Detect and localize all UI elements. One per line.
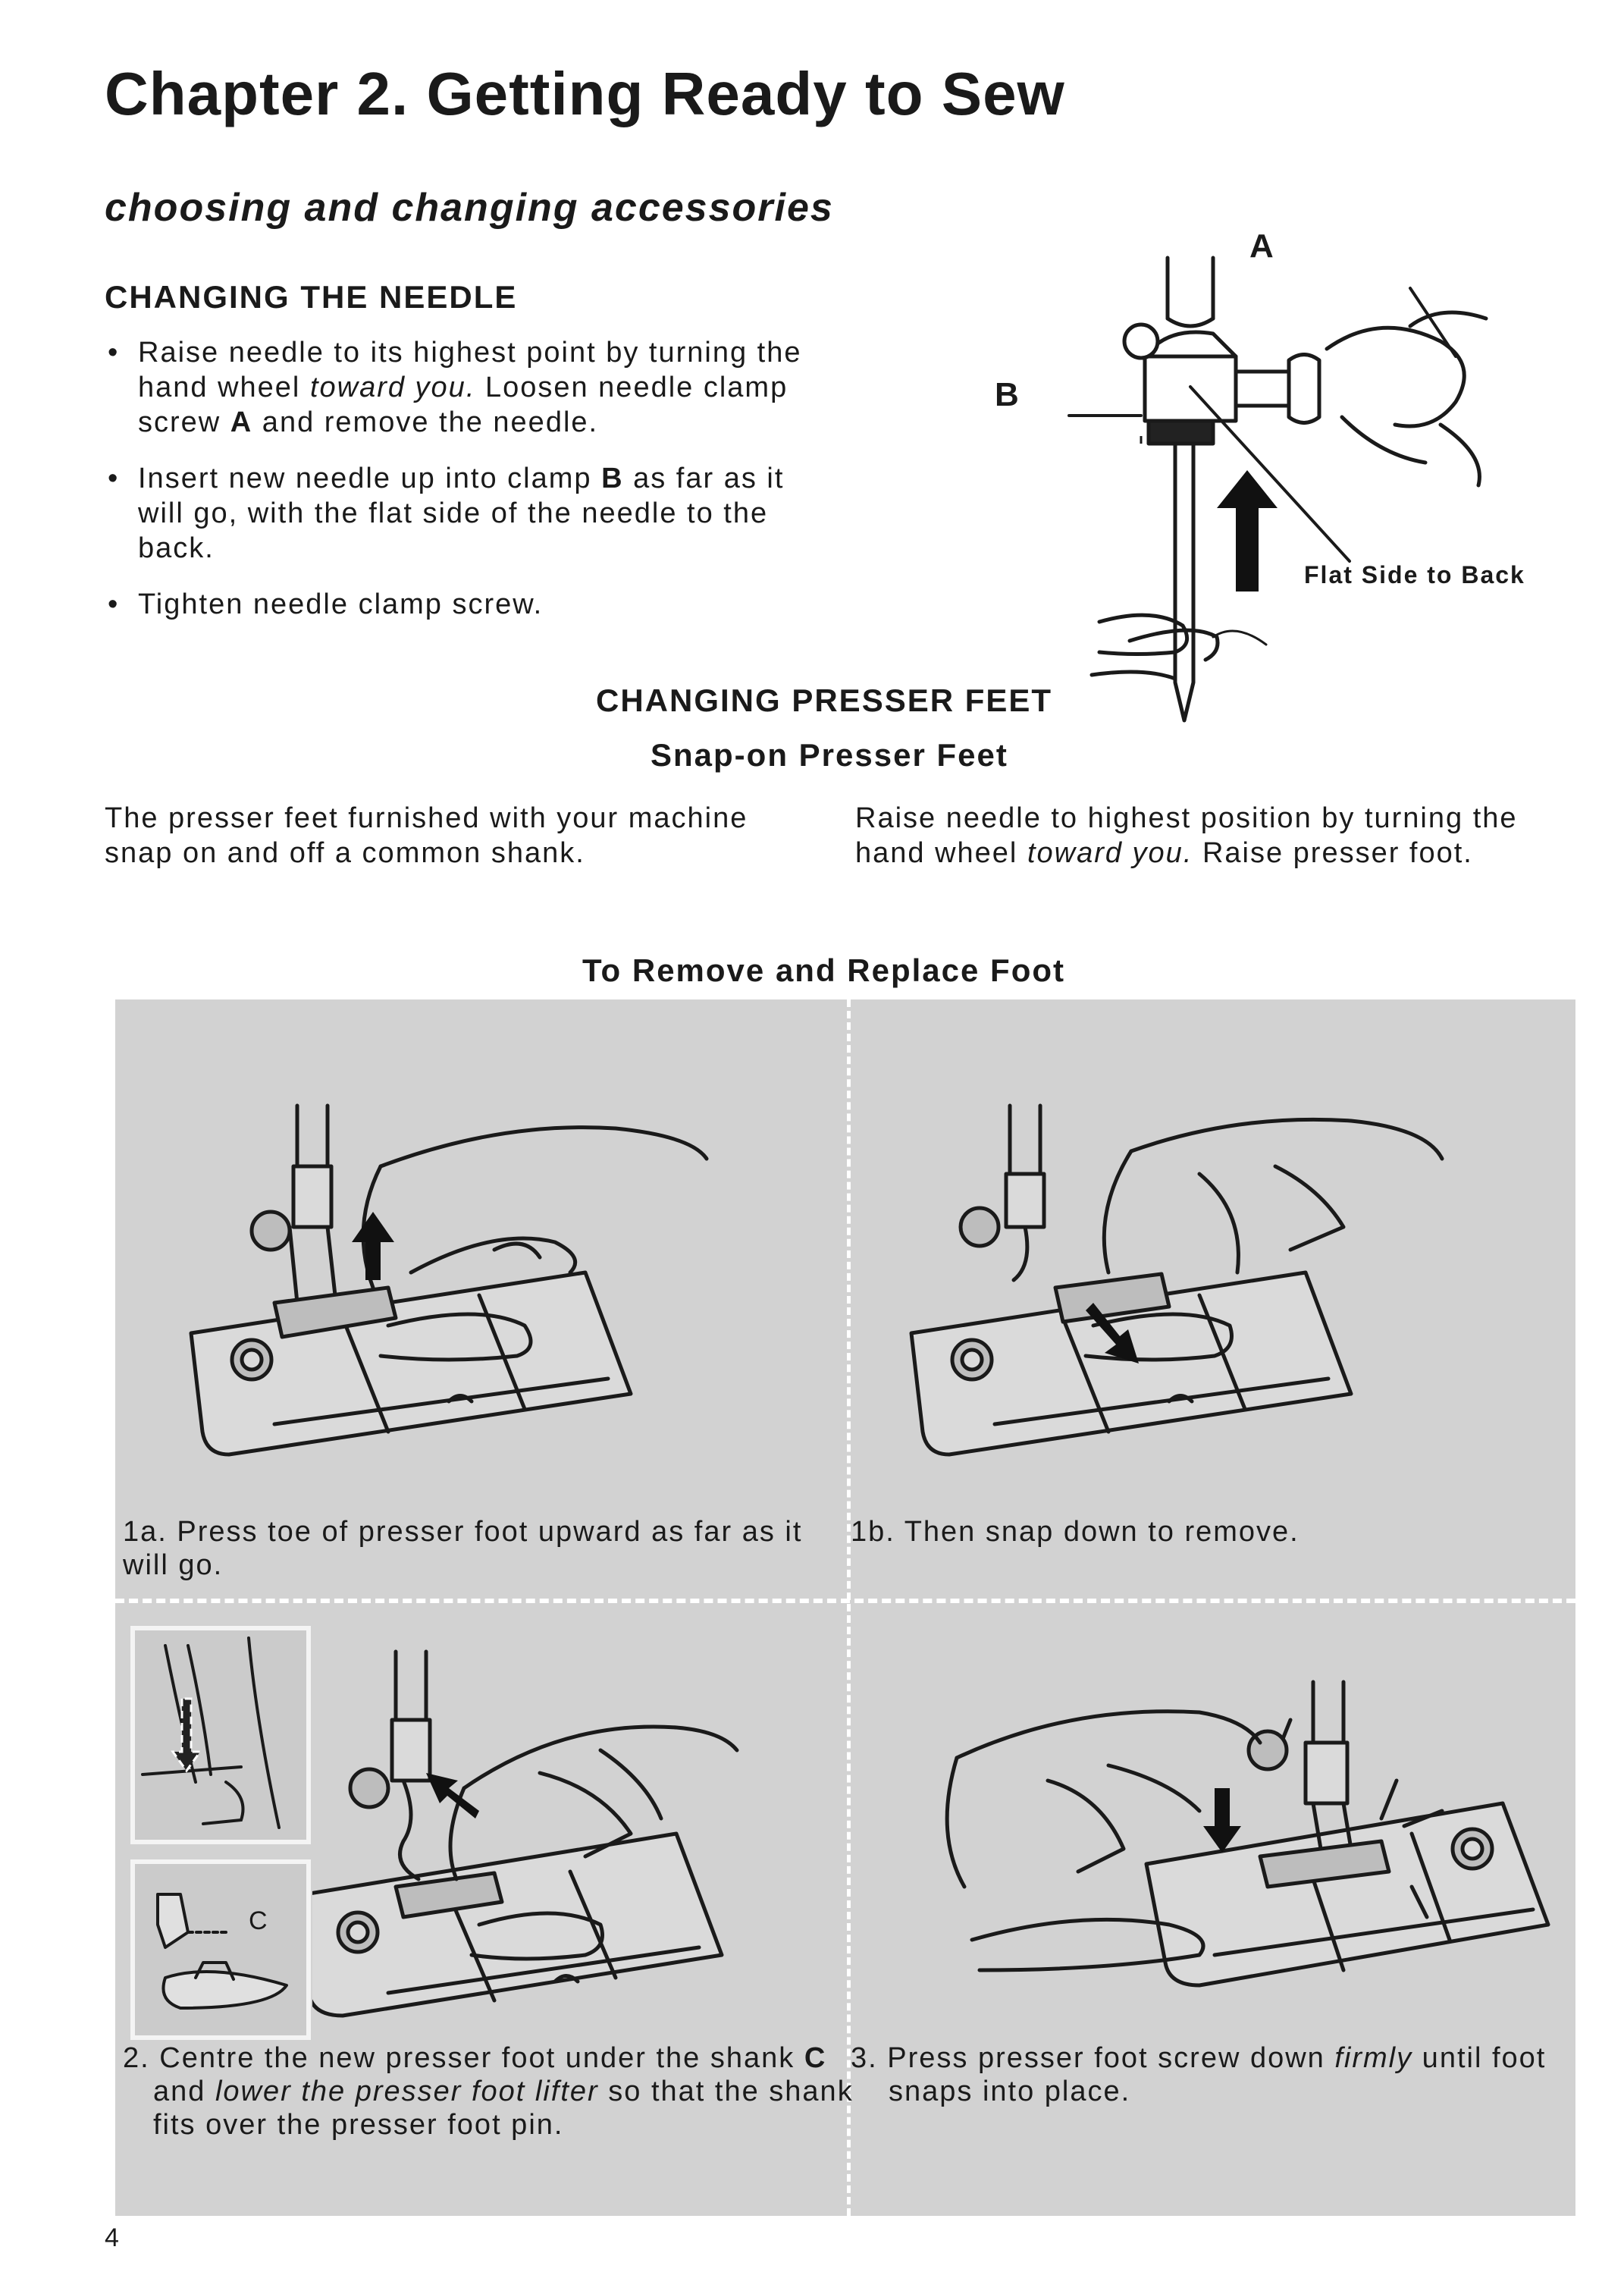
remove-replace-title: To Remove and Replace Foot (582, 952, 1065, 988)
panel-divider-horizontal (115, 1599, 1575, 1603)
label-a: A (1249, 228, 1274, 265)
label-c: C (249, 1906, 268, 1935)
presser-intro-right: Raise needle to highest position by turning the hand wheel toward you. Raise presser foot. (855, 802, 1518, 869)
step-2-illustration (312, 1636, 836, 2031)
needle-diagram (986, 228, 1562, 743)
step-1a-illustration (161, 1075, 828, 1500)
step-2-inset-bottom (130, 1859, 311, 2040)
panel-divider-vertical (847, 999, 851, 2216)
step-3-caption: 3. Press presser foot screw down firmly until foot snaps into place. (851, 2042, 1547, 2107)
presser-intro-left: The presser feet furnished with your machine snap on and off a common shank. (105, 802, 748, 869)
needle-step-1: • Raise needle to its highest point by turning the hand wheel toward you. Loosen needle clamp screw A and remove the needle. (105, 335, 825, 440)
step-1b-caption: 1b. Then snap down to remove. (851, 1516, 1300, 1548)
step-3-illustration (881, 1636, 1563, 2031)
page-number: 4 (105, 2223, 119, 2252)
step-1b-illustration (881, 1075, 1548, 1500)
chapter-title: Chapter 2. Getting Ready to Sew (105, 60, 1065, 127)
step-2-caption: 2. Centre the new presser foot under the shank C and lower the presser foot lifter so that the shank fits over the presser foot pin. (123, 2042, 854, 2141)
step-1a-caption: 1a. Press toe of presser foot upward as far as it will go. (123, 1516, 803, 1581)
step-2-inset-top (130, 1626, 311, 1844)
needle-instructions (105, 335, 825, 643)
label-b: B (995, 376, 1019, 413)
needle-step-2: • Insert new needle up into clamp B as far as it will go, with the flat side of the needle to the back. (105, 461, 825, 566)
needle-step-3: • Tighten needle clamp screw. (105, 587, 825, 622)
needle-heading: CHANGING THE NEEDLE (105, 279, 518, 315)
presser-feet-heading: CHANGING PRESSER FEET (596, 682, 1053, 718)
flat-side-label: Flat Side to Back (1304, 561, 1525, 588)
steps-panel (115, 999, 1575, 2216)
snap-on-subheading: Snap-on Presser Feet (651, 737, 1008, 773)
needle-illustration (986, 228, 1562, 743)
section-title: choosing and changing accessories (105, 186, 834, 230)
